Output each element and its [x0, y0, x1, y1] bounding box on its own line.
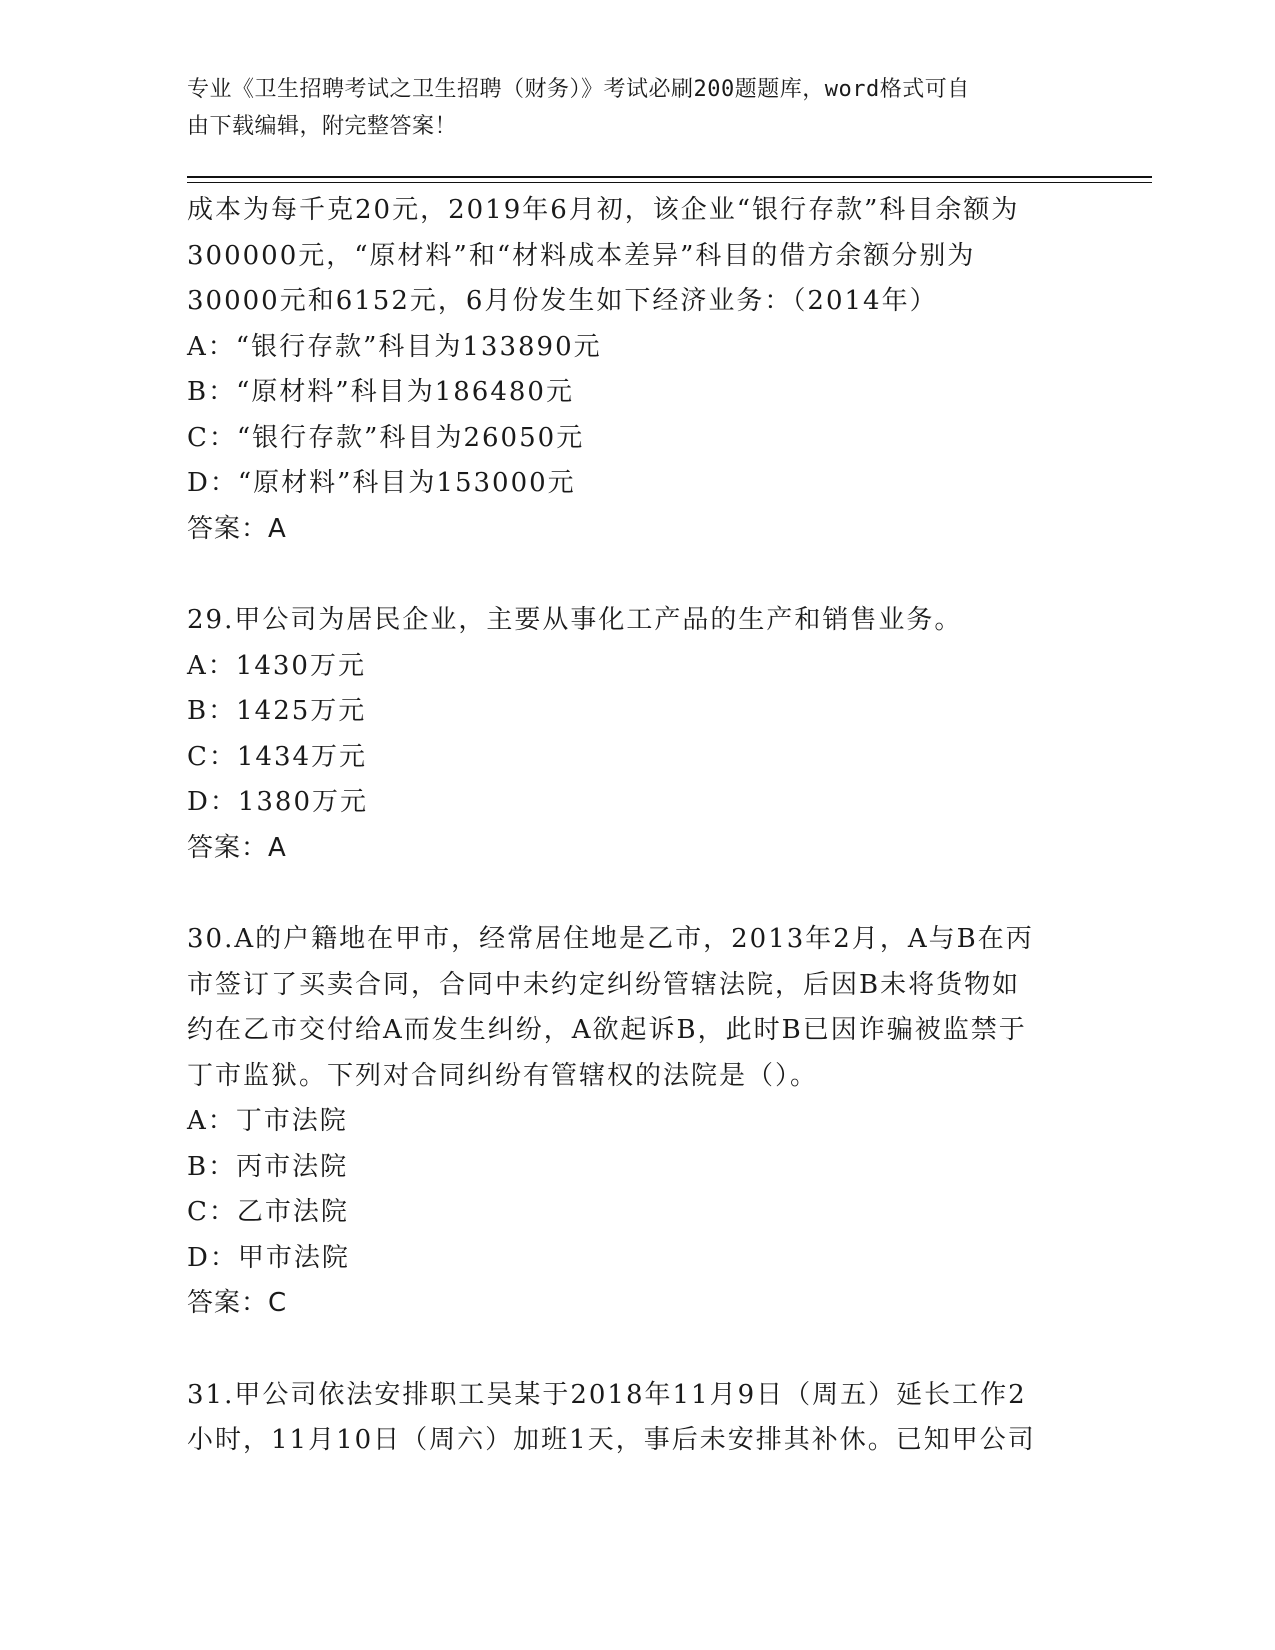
answer-line: 答案：A — [187, 832, 287, 863]
option-a: A：1430万元 — [187, 650, 366, 681]
answer-line: 答案：C — [187, 1288, 288, 1318]
question-stem-line: 31.甲公司依法安排职工吴某于2018年11月9日（周五）延长工作2 — [187, 1379, 1027, 1410]
question-stem-line: 小时，11月10日（周六）加班1天，事后未安排其补休。已知甲公司 — [187, 1425, 1036, 1455]
question-stem-line: 29.甲公司为居民企业，主要从事化工产品的生产和销售业务。 — [187, 605, 963, 635]
question-spacer — [187, 1327, 1107, 1373]
question-list — [187, 188, 1107, 1464]
answer-line: 答案：A — [187, 513, 287, 544]
option-a: A：“银行存款”科目为133890元 — [187, 331, 602, 362]
question-29 — [187, 598, 1107, 871]
question-spacer — [187, 871, 1107, 917]
question-stem-line: 成本为每千克20元，2019年6月初，该企业“银行存款”科目余额为 — [187, 195, 1020, 225]
option-d: D：1380万元 — [187, 787, 369, 817]
option-c: C：“银行存款”科目为26050元 — [187, 422, 585, 453]
header-line-2: 由下载编辑，附完整答案！ — [187, 114, 458, 139]
header-line-1: 专业《卫生招聘考试之卫生招聘（财务）》考试必刷200题题库，word格式可自 — [187, 77, 970, 102]
question-31 — [187, 1373, 1107, 1464]
question-stem-line: 30.A的户籍地在甲市，经常居住地是乙市，2013年2月，A与B在丙 — [187, 924, 1034, 954]
question-stem-line: 丁市监狱。下列对合同纠纷有管辖权的法院是（）。 — [187, 1060, 819, 1091]
option-a: A：丁市法院 — [187, 1106, 348, 1136]
document-header — [187, 71, 1067, 145]
option-d: D：甲市法院 — [187, 1242, 350, 1273]
option-b: B：“原材料”科目为186480元 — [187, 377, 574, 407]
question-stem-line: 约在乙市交付给A而发生纠纷，A欲起诉B，此时B已因诈骗被监禁于 — [187, 1015, 1027, 1045]
option-d: D：“原材料”科目为153000元 — [187, 468, 576, 498]
question-stem-line: 300000元，“原材料”和“材料成本差异”科目的借方余额分别为 — [187, 240, 976, 271]
question-30 — [187, 917, 1107, 1327]
header-rule-thick — [187, 176, 1152, 178]
option-c: C：1434万元 — [187, 741, 368, 772]
question-stem-line: 市签订了买卖合同，合同中未约定纠纷管辖法院，后因B未将货物如 — [187, 969, 1021, 1000]
question-28 — [187, 188, 1107, 552]
option-c: C：乙市法院 — [187, 1197, 349, 1227]
option-b: B：丙市法院 — [187, 1151, 349, 1182]
header-rule-thin — [187, 182, 1152, 183]
option-b: B：1425万元 — [187, 696, 367, 726]
question-spacer — [187, 552, 1107, 598]
question-stem-line: 30000元和6152元，6月份发生如下经济业务：（2014年） — [187, 286, 938, 316]
